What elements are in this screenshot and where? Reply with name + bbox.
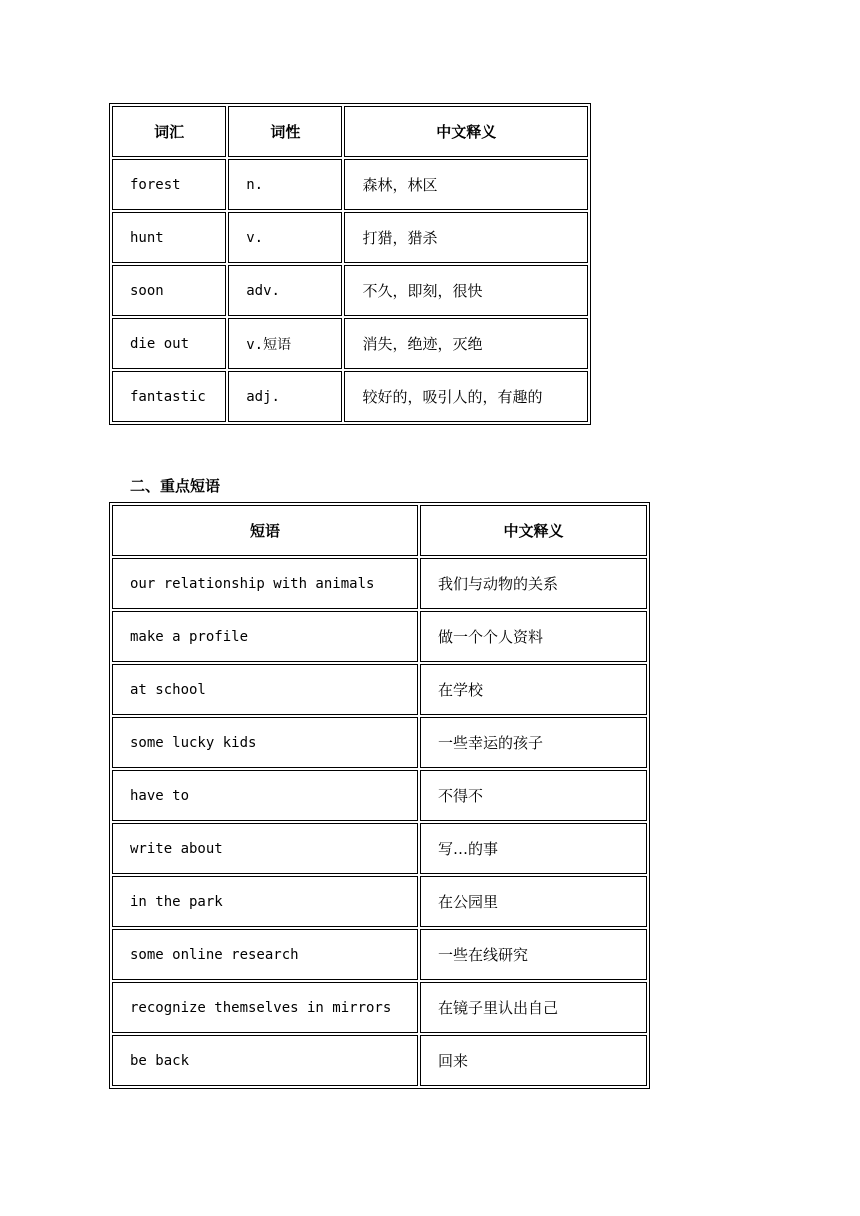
meaning-cell: 在学校: [420, 664, 647, 715]
meaning-cell: 消失，绝迹，灭绝: [344, 318, 588, 369]
word-cell: forest: [112, 159, 226, 210]
meaning-cell: 不久，即刻，很快: [344, 265, 588, 316]
phrases-table: [109, 502, 650, 1089]
phrase-cell: some lucky kids: [112, 717, 418, 768]
table-row: [112, 982, 647, 1033]
phrase-cell: in the park: [112, 876, 418, 927]
meaning-cell: 我们与动物的关系: [420, 558, 647, 609]
table-row: [112, 717, 647, 768]
phrase-cell: be back: [112, 1035, 418, 1086]
table-row: [112, 265, 588, 316]
part-of-speech-cell: adv.: [228, 265, 342, 316]
table-row: [112, 318, 588, 369]
word-cell: soon: [112, 265, 226, 316]
meaning-cell: 较好的，吸引人的，有趣的: [344, 371, 588, 422]
phrase-cell: recognize themselves in mirrors: [112, 982, 418, 1033]
meaning-cell: 在公园里: [420, 876, 647, 927]
word-cell: fantastic: [112, 371, 226, 422]
meaning-cell: 写…的事: [420, 823, 647, 874]
table-row: [112, 1035, 647, 1086]
table-row: [112, 876, 647, 927]
table-row: [112, 611, 647, 662]
phrase-cell: at school: [112, 664, 418, 715]
table-row: [112, 159, 588, 210]
vocabulary-table: [109, 103, 591, 425]
header-chinese-meaning: 中文释义: [344, 106, 588, 157]
table-row: [112, 371, 588, 422]
part-of-speech-cell: adj.: [228, 371, 342, 422]
phrase-cell: write about: [112, 823, 418, 874]
section-heading-key-phrases: 二、重点短语: [130, 477, 221, 495]
meaning-cell: 做一个个人资料: [420, 611, 647, 662]
word-cell: hunt: [112, 212, 226, 263]
header-word: 词汇: [112, 106, 226, 157]
meaning-cell: 一些幸运的孩子: [420, 717, 647, 768]
table-row: [112, 664, 647, 715]
header-part-of-speech: 词性: [228, 106, 342, 157]
meaning-cell: 森林，林区: [344, 159, 588, 210]
meaning-cell: 在镜子里认出自己: [420, 982, 647, 1033]
meaning-cell: 不得不: [420, 770, 647, 821]
meaning-cell: 打猎，猎杀: [344, 212, 588, 263]
table-row: [112, 558, 647, 609]
table-row: [112, 929, 647, 980]
part-of-speech-cell: v.短语: [228, 318, 342, 369]
table-row: [112, 212, 588, 263]
phrase-cell: make a profile: [112, 611, 418, 662]
word-cell: die out: [112, 318, 226, 369]
part-of-speech-cell: n.: [228, 159, 342, 210]
phrase-cell: some online research: [112, 929, 418, 980]
table-row: [112, 823, 647, 874]
phrase-cell: have to: [112, 770, 418, 821]
table-row: [112, 770, 647, 821]
part-of-speech-cell: v.: [228, 212, 342, 263]
header-phrase: 短语: [112, 505, 418, 556]
meaning-cell: 回来: [420, 1035, 647, 1086]
header-chinese-meaning: 中文释义: [420, 505, 647, 556]
phrase-cell: our relationship with animals: [112, 558, 418, 609]
meaning-cell: 一些在线研究: [420, 929, 647, 980]
phrases-header-row: [112, 505, 647, 556]
vocabulary-header-row: [112, 106, 588, 157]
